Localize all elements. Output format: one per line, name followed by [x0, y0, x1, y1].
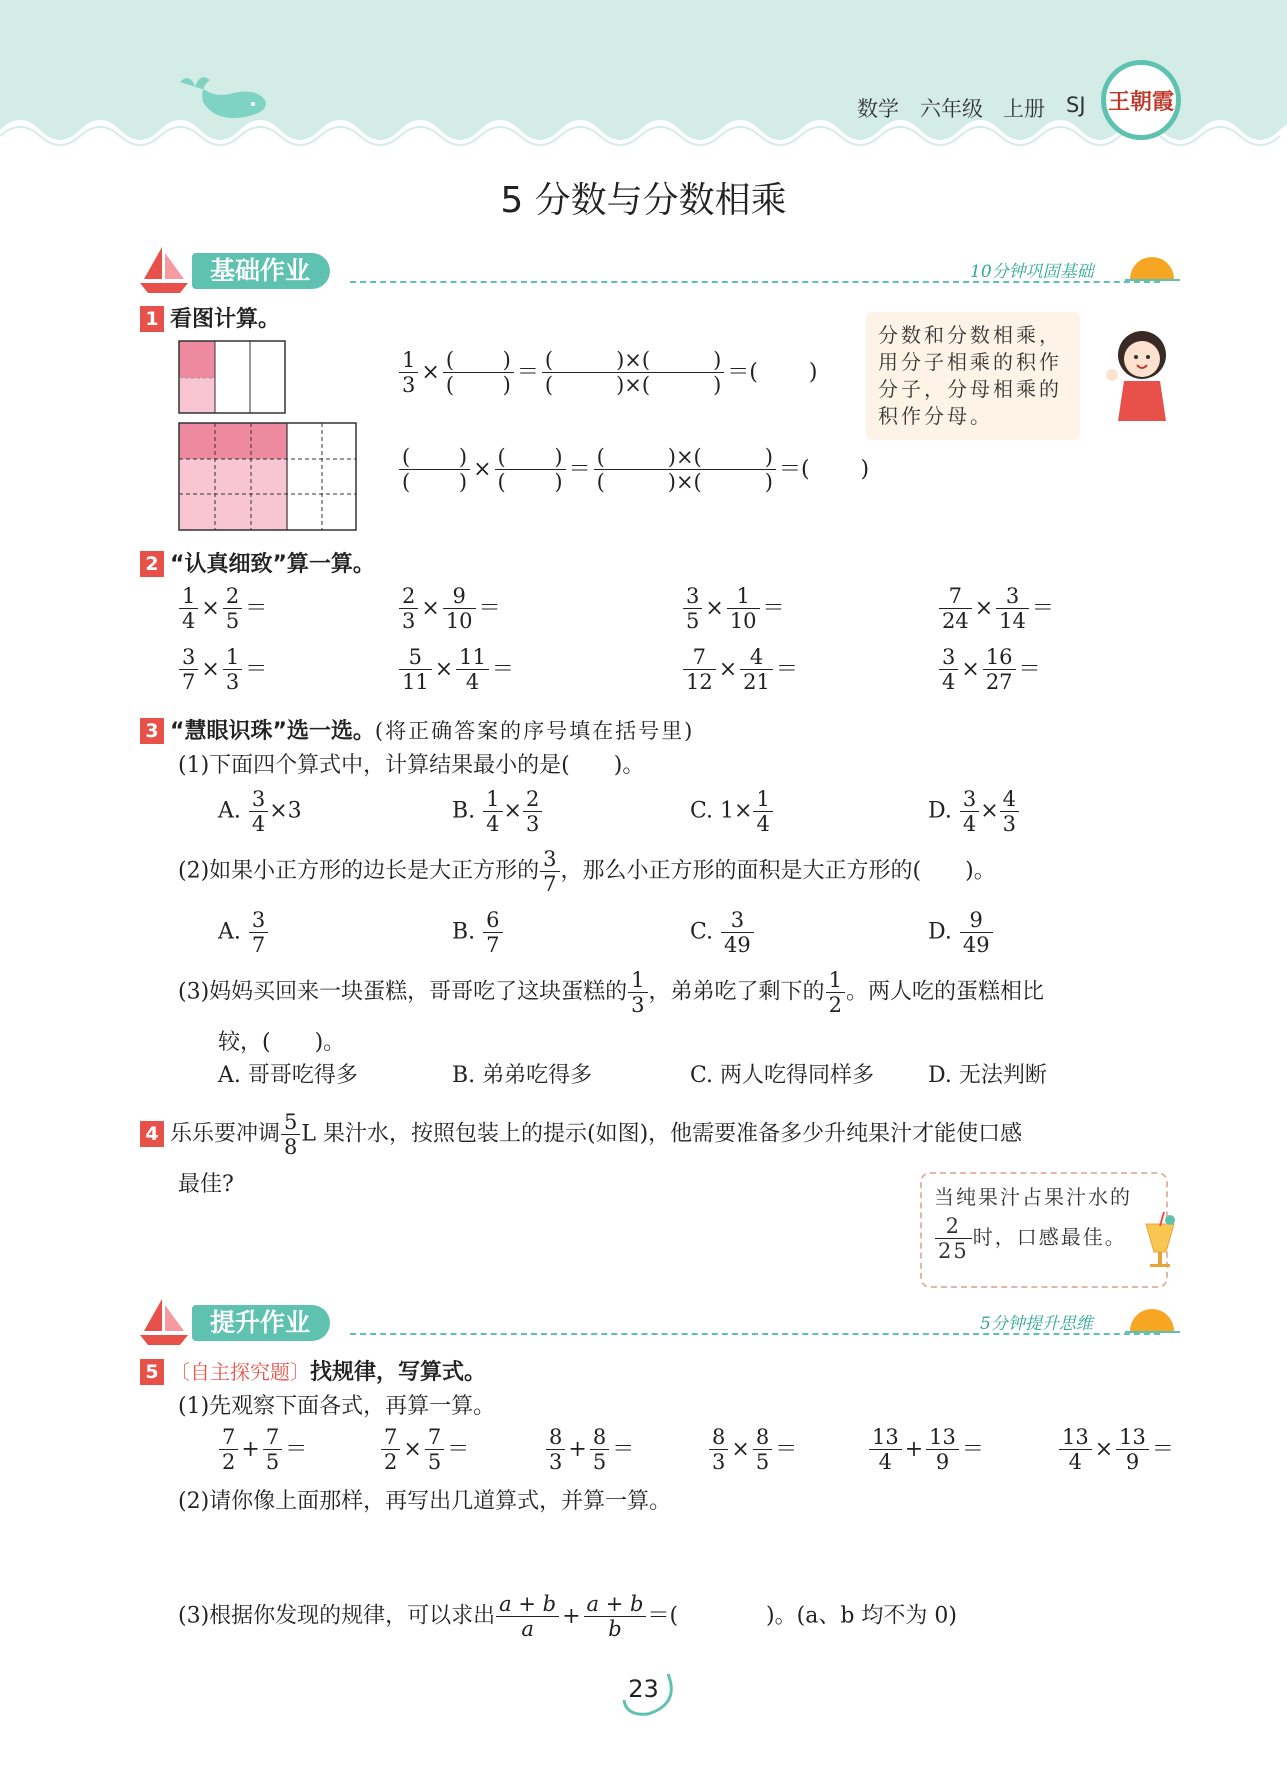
q3-p1-option-b[interactable]: B. $\frac{1}{4}$ × $\frac{2}{3}$	[452, 787, 543, 836]
fraction: $\frac{7}{5}$	[425, 1425, 444, 1474]
q2-exercise[interactable]: $\frac{3}{4}$ × $\frac{16}{27}$ ＝	[938, 645, 1043, 694]
section-advanced-label: 提升作业	[192, 1305, 330, 1341]
q3-p1-option-d[interactable]: D. $\frac{3}{4}$ × $\frac{4}{3}$	[928, 787, 1020, 836]
q4-number: 4	[140, 1121, 164, 1147]
blank-fraction[interactable]: $\frac{( )\times( )}{( )\times( )}$	[542, 348, 724, 397]
page-title: 5 分数与分数相乘	[500, 180, 787, 221]
blank-fraction[interactable]: $\frac{( )}{( )}$	[495, 445, 566, 494]
header-subject: 数学	[857, 97, 899, 121]
fraction: $\frac{2}{3}$	[399, 584, 418, 633]
page-header	[0, 0, 1287, 150]
fraction: $\frac{8}{5}$	[753, 1425, 772, 1474]
fraction: $\frac{8}{3}$	[709, 1425, 728, 1474]
fraction: $\frac{3}{7}$	[179, 645, 198, 694]
q1-equation-2: $\frac{( )}{( )}$ × $\frac{( )}{( )}$ ＝ $\frac{( )\times( )}{( )\times( )}$ ＝( )	[398, 445, 871, 494]
q2-heading	[140, 550, 375, 580]
q2-exercise[interactable]: $\frac{2}{3}$ × $\frac{9}{10}$ ＝	[398, 584, 503, 633]
brand-logo: 王朝霞	[1101, 60, 1181, 140]
q5-tag: 〔自主探究题〕	[170, 1360, 310, 1384]
fraction: $\frac{7}{12}$	[683, 645, 716, 694]
q3-p2-option-a[interactable]: A. $\frac{3}{7}$	[218, 908, 269, 957]
section-advanced-note: 5分钟提升思维	[980, 1314, 1093, 1334]
q2-exercise[interactable]: $\frac{7}{12}$ × $\frac{4}{21}$ ＝	[682, 645, 800, 694]
q3-title: “慧眼识珠”选一选。	[170, 719, 375, 744]
q1-title: 看图计算。	[170, 307, 281, 332]
q5-number: 5	[140, 1359, 164, 1385]
sunrise-icon	[1125, 249, 1180, 283]
q5-expression[interactable]: $\frac{7}{2}$ + $\frac{7}{5}$ ＝	[218, 1425, 309, 1474]
q2-title: “认真细致”算一算。	[170, 552, 375, 577]
q1-heading	[140, 305, 280, 335]
q5-heading	[140, 1357, 486, 1388]
q3-part3: (3)妈妈买回来一块蛋糕，哥哥吃了这块蛋糕的 $\frac{1}{3}$ ，弟弟吃了剩下的 $\frac{1}{2}$ 。两人吃的蛋糕相比	[178, 968, 1044, 1017]
q5-expression[interactable]: $\frac{7}{2}$ × $\frac{7}{5}$ ＝	[380, 1425, 471, 1474]
q3-part2: (2)如果小正方形的边长是大正方形的 $\frac{3}{7}$ ，那么小正方形的面积是大正方形的( )。	[178, 847, 996, 896]
q3-p2-option-c[interactable]: C. $\frac{3}{49}$	[690, 908, 755, 957]
fraction: $\frac{2}{5}$	[223, 584, 242, 633]
header-grade: 六年级	[920, 97, 983, 121]
q4-text: 4 乐乐要冲调 $\frac{5}{8}$ L 果汁水，按照包装上的提示(如图)，他需要准备多少升纯果汁才能使口感	[140, 1110, 1022, 1159]
fraction: $\frac{4}{21}$	[740, 645, 773, 694]
fraction: $\frac{3}{14}$	[996, 584, 1029, 633]
q3-part1: (1)下面四个算式中，计算结果最小的是( )。	[178, 753, 645, 778]
q5-expression[interactable]: $\frac{8}{3}$ + $\frac{8}{5}$ ＝	[545, 1425, 636, 1474]
fraction: $\frac{13}{9}$	[1116, 1425, 1149, 1474]
page-number: 23	[628, 1675, 659, 1703]
fraction: $\frac{13}{4}$	[1059, 1425, 1092, 1474]
q2-exercise[interactable]: $\frac{3}{7}$ × $\frac{1}{3}$ ＝	[178, 645, 269, 694]
q2-number: 2	[140, 551, 164, 577]
q4-line2: 最佳?	[178, 1172, 234, 1197]
section-basic-note: 10分钟巩固基础	[970, 262, 1094, 282]
juice-tip-box: 当纯果汁占果汁水的 $\frac{2}{25}$ 时，口感最佳。	[920, 1172, 1168, 1288]
fraction: $\frac{11}{4}$	[456, 645, 489, 694]
q3-heading	[140, 716, 694, 747]
sailboat-icon	[140, 245, 190, 295]
blank-fraction[interactable]: $\frac{( )}{( )}$	[443, 348, 514, 397]
fraction: $\frac{1}{3}$	[223, 645, 242, 694]
q2-exercise[interactable]: $\frac{5}{11}$ × $\frac{11}{4}$ ＝	[398, 645, 516, 694]
fraction: $\frac{1}{4}$	[179, 584, 198, 633]
sailboat-icon	[140, 1297, 190, 1347]
fraction: $\frac{5}{11}$	[399, 645, 432, 694]
fraction: $\frac{9}{10}$	[443, 584, 476, 633]
fraction: $\frac{7}{24}$	[939, 584, 972, 633]
header-volume: 上册	[1003, 97, 1045, 121]
q3-part3-line2: 较，( )。	[218, 1030, 346, 1055]
q5-expression[interactable]: $\frac{13}{4}$ + $\frac{13}{9}$ ＝	[868, 1425, 986, 1474]
sunrise-icon	[1125, 1301, 1180, 1335]
section-basic	[140, 245, 1180, 295]
whale-icon	[175, 72, 275, 132]
q3-p3-option-d[interactable]: D. 无法判断	[928, 1063, 1047, 1088]
q1-figure-small	[178, 340, 288, 415]
q3-p1-option-a[interactable]: A. $\frac{3}{4}$ ×3	[218, 787, 302, 836]
q2-exercise[interactable]: $\frac{1}{4}$ × $\frac{2}{5}$ ＝	[178, 584, 269, 633]
fraction: $\frac{8}{5}$	[590, 1425, 609, 1474]
blank-fraction[interactable]: $\frac{( )}{( )}$	[399, 445, 470, 494]
fraction: $\frac{13}{4}$	[869, 1425, 902, 1474]
q5-part3: (3)根据你发现的规律，可以求出 $\frac{a + b}{a}$ + $\frac{a + b}{b}$ ＝( )。(a、b 均不为 0)	[178, 1592, 957, 1641]
blank-fraction[interactable]: $\frac{( )\times( )}{( )\times( )}$	[594, 445, 776, 494]
q2-exercise[interactable]: $\frac{7}{24}$ × $\frac{3}{14}$ ＝	[938, 584, 1056, 633]
fraction: $\frac{7}{2}$	[219, 1425, 238, 1474]
fraction: $\frac{13}{9}$	[926, 1425, 959, 1474]
girl-character-icon	[1100, 325, 1180, 425]
q3-p2-option-d[interactable]: D. $\frac{9}{49}$	[928, 908, 994, 957]
q3-p3-option-a[interactable]: A. 哥哥吃得多	[218, 1063, 358, 1088]
q5-expression[interactable]: $\frac{8}{3}$ × $\frac{8}{5}$ ＝	[708, 1425, 799, 1474]
q1-number: 1	[140, 306, 164, 332]
fraction: $\frac{16}{27}$	[983, 645, 1016, 694]
fraction: $\frac{1}{10}$	[727, 584, 760, 633]
q1-equation-1: $\frac{1}{3}$ × $\frac{( )}{( )}$ ＝ $\frac{( )\times( )}{( )\times( )}$ ＝( )	[398, 348, 819, 397]
q1-figure-large	[178, 422, 358, 532]
section-advanced	[140, 1297, 1180, 1347]
q3-p2-option-b[interactable]: B. $\frac{6}{7}$	[452, 908, 504, 957]
q3-p3-option-c[interactable]: C. 两人吃得同样多	[690, 1063, 875, 1088]
fraction: $\frac{3}{5}$	[683, 584, 702, 633]
q5-part1: (1)先观察下面各式，再算一算。	[178, 1394, 496, 1419]
juice-glass-icon	[1140, 1212, 1180, 1272]
q3-p3-option-b[interactable]: B. 弟弟吃得多	[452, 1063, 593, 1088]
fraction: $\frac{7}{5}$	[263, 1425, 282, 1474]
fraction: $\frac{3}{4}$	[939, 645, 958, 694]
q3-subtitle: (将正确答案的序号填在括号里)	[374, 719, 695, 743]
q2-exercise[interactable]: $\frac{3}{5}$ × $\frac{1}{10}$ ＝	[682, 584, 787, 633]
q3-number: 3	[140, 718, 164, 744]
fraction: $\frac{7}{2}$	[381, 1425, 400, 1474]
q5-expression[interactable]: $\frac{13}{4}$ × $\frac{13}{9}$ ＝	[1058, 1425, 1176, 1474]
q5-title: 找规律，写算式。	[310, 1360, 487, 1385]
q3-p1-option-c[interactable]: C. 1× $\frac{1}{4}$	[690, 787, 774, 836]
header-edition: SJ	[1066, 93, 1086, 117]
fraction: $\frac{8}{3}$	[546, 1425, 565, 1474]
hint-bubble: 分数和分数相乘， 用分子相乘的积作 分子，分母相乘的 积作分母。	[866, 312, 1080, 440]
section-basic-label: 基础作业	[192, 253, 330, 289]
q5-part2: (2)请你像上面那样，再写出几道算式，并算一算。	[178, 1489, 672, 1514]
page-number-swirl	[618, 1664, 678, 1720]
